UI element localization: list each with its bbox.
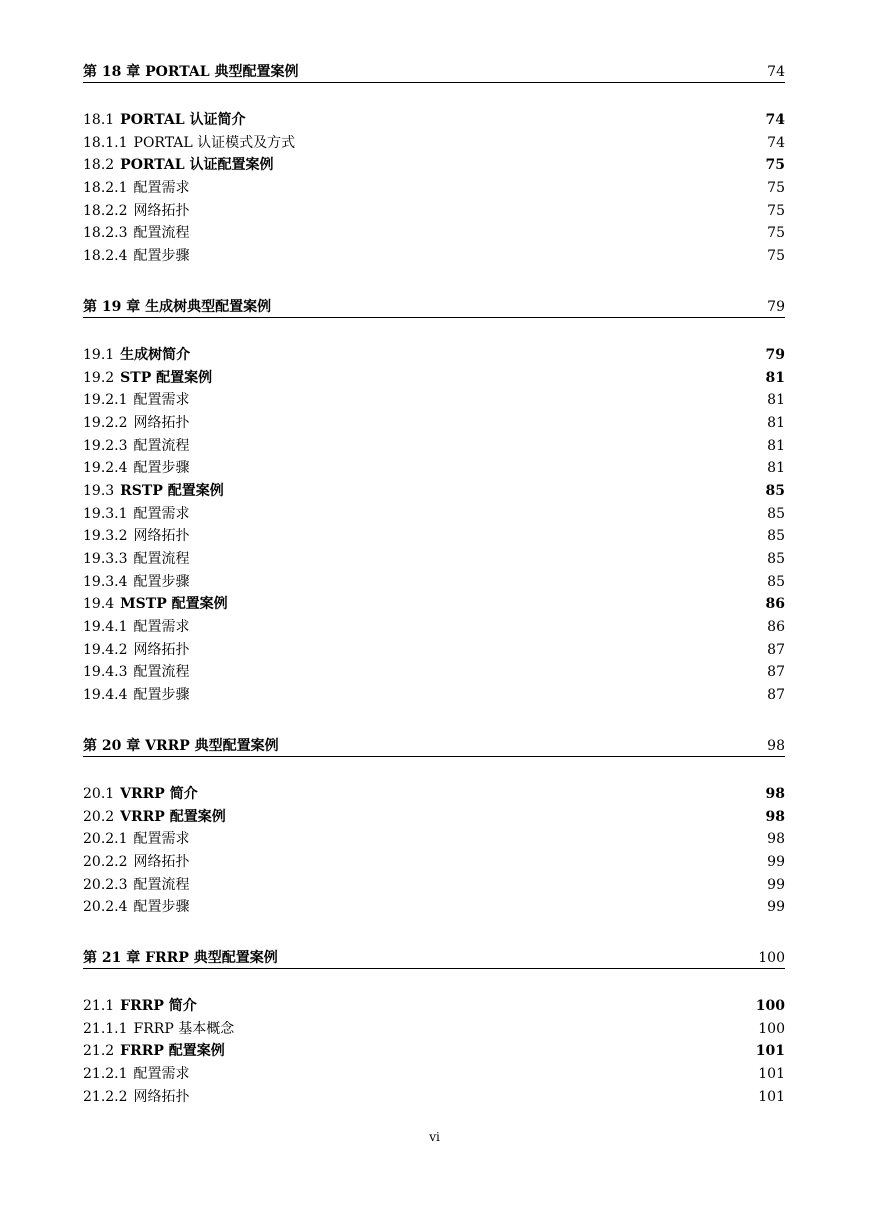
toc-entry-number: 19.3 [83, 482, 115, 499]
toc-entry[interactable] [83, 806, 785, 829]
toc-entry-label [83, 851, 767, 874]
toc-entry[interactable] [83, 1086, 785, 1109]
toc-entry-title: 配置需求 [133, 831, 190, 848]
toc-entry-page: 81 [767, 414, 785, 431]
chapter-spacer [83, 969, 785, 995]
toc-entry-page: 81 [765, 369, 785, 386]
toc-entry-label [83, 684, 767, 707]
section-spacer [83, 919, 785, 946]
toc-entry-page: 75 [765, 157, 785, 174]
chapter-page: 98 [767, 737, 785, 754]
toc-entry-label [83, 525, 767, 548]
toc-entry-number: 20.2.1 [83, 831, 128, 848]
toc-entry-page: 100 [758, 1020, 785, 1037]
chapter-title: 第 19 章 生成树典型配置案例 [83, 298, 272, 315]
chapter-title: 第 21 章 FRRP 典型配置案例 [83, 949, 278, 966]
toc-entry-title: VRRP 配置案例 [120, 808, 226, 825]
toc-entry-page: 74 [765, 112, 785, 128]
chapter-title: 第 18 章 PORTAL 典型配置案例 [83, 64, 299, 80]
toc-entry-title: PORTAL 认证配置案例 [120, 157, 274, 174]
toc-entry-label [83, 177, 767, 200]
toc-entry-page: 101 [758, 1066, 785, 1082]
toc-entry[interactable] [83, 1063, 785, 1086]
toc-entry-title: 配置流程 [133, 225, 190, 242]
toc-entry-number: 19.4 [83, 596, 115, 613]
toc-entry-label [83, 503, 767, 526]
toc-entry-number: 19.3.1 [83, 505, 128, 522]
toc-entry[interactable] [83, 851, 785, 874]
toc-entry-title: 网络拓扑 [133, 641, 190, 658]
chapter-page: 74 [767, 64, 785, 80]
toc-entry[interactable] [83, 177, 785, 200]
toc-entry-number: 19.4.4 [83, 687, 128, 704]
toc-entry-number: 19.2.3 [83, 437, 128, 454]
toc-entry[interactable] [83, 828, 785, 851]
toc-entry-page: 75 [767, 202, 785, 219]
toc-entry-page: 81 [767, 392, 785, 409]
toc-entry[interactable] [83, 684, 785, 707]
toc-entry-label [83, 661, 767, 684]
toc-entry-page: 85 [767, 528, 785, 545]
toc-entry-page: 86 [765, 596, 785, 613]
toc-entry-page: 74 [767, 134, 785, 151]
toc-entry-number: 18.1.1 [83, 134, 128, 151]
toc-entry-label [83, 200, 767, 223]
toc-entry-title: 配置需求 [133, 392, 190, 409]
toc-entry-page: 99 [767, 899, 785, 916]
toc-entry-number: 19.4.1 [83, 619, 128, 636]
toc-entry-title: 网络拓扑 [133, 853, 190, 870]
toc-entry-page: 85 [767, 551, 785, 567]
toc-entry[interactable] [83, 222, 785, 245]
toc-entry-number: 19.1 [83, 346, 115, 363]
toc-entry-number: 20.2.4 [83, 899, 128, 916]
toc-entry-title: FRRP 配置案例 [120, 1043, 225, 1060]
chapter-page: 100 [758, 949, 785, 966]
toc-entry-label [83, 245, 767, 268]
toc-entry[interactable] [83, 245, 785, 268]
toc-entry-page: 85 [767, 573, 785, 590]
toc-entry[interactable] [83, 109, 785, 132]
toc-entry-label [83, 1086, 758, 1109]
toc-entry-title: 网络拓扑 [133, 414, 190, 431]
toc-entry[interactable] [83, 874, 785, 897]
toc-entry-number: 18.1 [83, 112, 115, 128]
toc-entry-label [83, 995, 756, 1018]
toc-entry[interactable] [83, 995, 785, 1018]
toc-entry[interactable] [83, 435, 785, 458]
toc-entry-number: 19.4.3 [83, 664, 128, 681]
toc-entry-page: 75 [767, 180, 785, 197]
toc-entry-label [83, 222, 767, 245]
toc-entry-label [83, 783, 766, 806]
toc-entry-title: 配置需求 [133, 619, 190, 636]
toc-entry-page: 99 [767, 853, 785, 870]
toc-entry-title: 网络拓扑 [133, 528, 190, 545]
toc-entry-label [83, 896, 767, 919]
table-of-contents [83, 60, 785, 1108]
toc-entry-label [83, 616, 767, 639]
toc-entry-page: 86 [767, 619, 785, 636]
toc-entry-title: PORTAL 认证简介 [120, 112, 246, 128]
chapter-heading[interactable] [83, 60, 785, 83]
toc-entry-page: 99 [767, 876, 785, 893]
toc-entry-number: 18.2.1 [83, 180, 128, 197]
chapter-spacer [83, 318, 785, 344]
toc-entry-page: 81 [767, 460, 785, 477]
toc-entry-number: 19.4.2 [83, 641, 128, 658]
toc-entry-page: 75 [767, 225, 785, 242]
toc-entry-title: 生成树简介 [120, 346, 191, 363]
toc-entry-label [83, 1040, 756, 1063]
toc-entry-number: 21.1 [83, 997, 115, 1014]
chapter-heading[interactable] [83, 734, 785, 757]
toc-entry-number: 21.2 [83, 1043, 115, 1060]
chapter-title: 第 20 章 VRRP 典型配置案例 [83, 737, 279, 754]
toc-entry-title: 配置步骤 [133, 687, 190, 704]
toc-entry-label [83, 109, 766, 132]
toc-entry-label [83, 548, 767, 571]
toc-entry[interactable] [83, 616, 785, 639]
toc-entry[interactable] [83, 344, 785, 367]
page-number: vi [429, 1130, 440, 1144]
toc-entry-page: 100 [755, 997, 785, 1014]
toc-entry-label [83, 1018, 758, 1041]
toc-entry-number: 19.2.1 [83, 392, 128, 409]
toc-entry-number: 18.2.3 [83, 225, 128, 242]
toc-entry[interactable] [83, 783, 785, 806]
toc-entry-number: 20.2 [83, 808, 115, 825]
toc-entry-number: 21.2.1 [83, 1066, 128, 1082]
toc-entry-number: 21.1.1 [83, 1020, 128, 1037]
toc-entry[interactable] [83, 896, 785, 919]
toc-entry-title: PORTAL 认证模式及方式 [133, 134, 296, 151]
section-spacer [83, 268, 785, 295]
toc-entry-page: 85 [767, 505, 785, 522]
toc-entry-number: 19.3.4 [83, 573, 128, 590]
toc-entry-title: FRRP 基本概念 [133, 1020, 235, 1037]
toc-entry-title: 网络拓扑 [133, 1088, 190, 1105]
toc-entry-label [83, 639, 767, 662]
toc-entry[interactable] [83, 548, 785, 571]
toc-entry-label [83, 828, 767, 851]
toc-entry-label [83, 806, 766, 829]
toc-entry-label [83, 1063, 758, 1086]
toc-entry-label [83, 457, 767, 480]
toc-entry-title: 配置步骤 [133, 248, 190, 265]
section-spacer [83, 707, 785, 734]
toc-entry-number: 20.1 [83, 785, 115, 802]
chapter-heading[interactable] [83, 295, 785, 318]
toc-entry-title: 配置流程 [133, 876, 190, 893]
toc-entry-number: 20.2.2 [83, 853, 128, 870]
toc-entry[interactable] [83, 593, 785, 616]
chapter-page: 79 [767, 298, 785, 315]
toc-entry-page: 101 [758, 1088, 785, 1105]
toc-entry-title: 配置流程 [133, 551, 190, 567]
toc-entry-page: 101 [755, 1043, 785, 1060]
toc-entry[interactable] [83, 412, 785, 435]
toc-entry-page: 87 [767, 641, 785, 658]
toc-entry-title: VRRP 简介 [120, 785, 198, 802]
toc-entry-page: 87 [767, 664, 785, 681]
toc-entry-title: 配置需求 [133, 505, 190, 522]
toc-entry-number: 19.2 [83, 369, 115, 386]
toc-entry-title: 配置步骤 [133, 899, 190, 916]
toc-entry-number: 21.2.2 [83, 1088, 128, 1105]
toc-entry-number: 19.3.3 [83, 551, 128, 567]
toc-entry[interactable] [83, 503, 785, 526]
chapter-spacer [83, 757, 785, 783]
toc-entry-label [83, 593, 766, 616]
toc-entry-title: 配置流程 [133, 664, 190, 681]
toc-entry-title: RSTP 配置案例 [120, 482, 224, 499]
toc-entry[interactable] [83, 639, 785, 662]
toc-entry-number: 18.2.2 [83, 202, 128, 219]
toc-entry[interactable] [83, 154, 785, 177]
toc-entry[interactable] [83, 200, 785, 223]
toc-entry-number: 18.2 [83, 157, 115, 174]
toc-entry[interactable] [83, 571, 785, 594]
toc-entry-page: 98 [767, 831, 785, 848]
toc-entry-label [83, 874, 767, 897]
toc-entry[interactable] [83, 525, 785, 548]
toc-entry-title: MSTP 配置案例 [120, 596, 228, 613]
toc-entry[interactable] [83, 389, 785, 412]
toc-entry-page: 98 [765, 808, 785, 825]
toc-entry-label [83, 154, 766, 177]
toc-entry-page: 79 [765, 346, 785, 363]
toc-entry[interactable] [83, 661, 785, 684]
toc-entry-title: 配置需求 [133, 1066, 190, 1082]
chapter-heading[interactable] [83, 946, 785, 969]
toc-entry-label [83, 435, 767, 458]
toc-entry-label [83, 344, 766, 367]
toc-entry-title: 配置步骤 [133, 460, 190, 477]
toc-entry-label [83, 367, 766, 390]
toc-entry-label [83, 132, 767, 155]
toc-entry-page: 85 [765, 482, 785, 499]
toc-entry-label [83, 389, 767, 412]
toc-entry-title: 配置步骤 [133, 573, 190, 590]
toc-entry[interactable] [83, 480, 785, 503]
toc-entry-label [83, 480, 766, 503]
toc-entry-number: 19.3.2 [83, 528, 128, 545]
toc-entry[interactable] [83, 457, 785, 480]
toc-entry-title: 配置流程 [133, 437, 190, 454]
toc-entry-title: 配置需求 [133, 180, 190, 197]
toc-entry-number: 18.2.4 [83, 248, 128, 265]
toc-entry-title: STP 配置案例 [120, 369, 213, 386]
chapter-spacer [83, 83, 785, 109]
toc-entry[interactable] [83, 1040, 785, 1063]
toc-entry-number: 20.2.3 [83, 876, 128, 893]
toc-entry[interactable] [83, 1018, 785, 1041]
toc-entry-page: 98 [765, 785, 785, 802]
toc-entry-label [83, 571, 767, 594]
toc-entry-label [83, 412, 767, 435]
toc-entry-title: 网络拓扑 [133, 202, 190, 219]
toc-entry-number: 19.2.2 [83, 414, 128, 431]
toc-entry-page: 75 [767, 248, 785, 265]
toc-entry[interactable] [83, 367, 785, 390]
toc-entry[interactable] [83, 132, 785, 155]
toc-entry-number: 19.2.4 [83, 460, 128, 477]
toc-entry-page: 87 [767, 687, 785, 704]
toc-entry-title: FRRP 简介 [120, 997, 197, 1014]
toc-entry-page: 81 [767, 437, 785, 454]
